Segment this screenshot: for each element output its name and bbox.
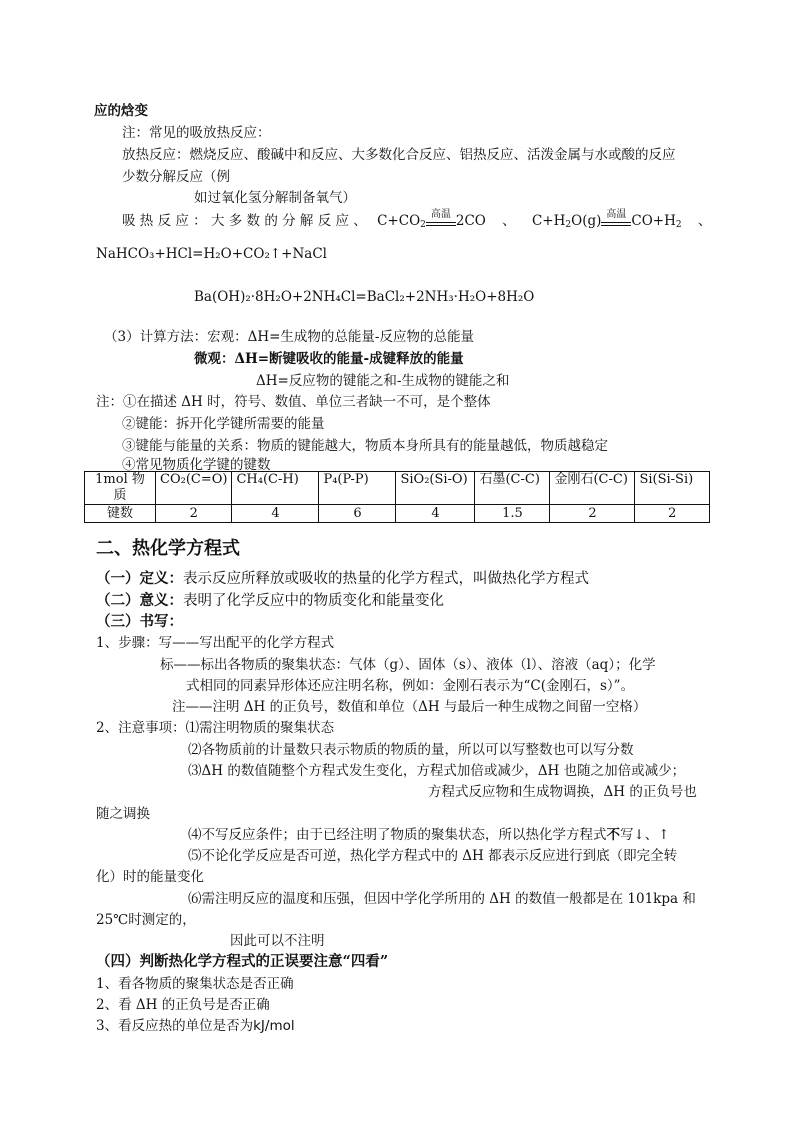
notes-item-5a: ⑸不论化学反应是否可逆，热化学方程式中的 ΔH 都表示反应进行到底（即完全转	[188, 848, 678, 864]
endothermic-line: 吸 热 反 应 ： 大 多 数 的 分 解 反 应 、 $C+CO_2$ 高温 2CO 、 $C+H_2O(g)$ 高温 $CO+H_2$ 、	[122, 209, 712, 230]
high-temperature-condition: 高温	[426, 211, 456, 229]
calc-method-macro: （3）计算方法：宏观：ΔH=生成物的总能量-反应物的总能量	[104, 329, 474, 345]
value-cell: 2	[635, 505, 710, 523]
notes-item-6b: 25℃时测定的，	[96, 912, 196, 928]
note-common-reactions: 注：常见的吸放热反应：	[122, 125, 271, 141]
notes-item-4: ⑷不写反应条件；由于已经注明了物质的聚集状态，所以热化学方程式不写↓、↑	[188, 827, 670, 843]
note-bond-energy: ②键能：拆开化学键所需要的能量	[122, 416, 325, 432]
exothermic-line-1: 放热反应：燃烧反应、酸碱中和反应、大多数化合反应、铝热反应、活泼金属与水或酸的反应	[122, 147, 676, 163]
equation-c-h2o: $C+H_2O(g)$ 高温 $CO+H_2$	[531, 209, 682, 230]
high-temperature-condition-2: 高温	[601, 211, 631, 229]
value-cell: 4	[232, 505, 319, 523]
note-bond-count: ④常见物质化学键的键数	[122, 457, 271, 473]
notes-item-3b: 方程式反应物和生成物调换，ΔH 的正负号也	[428, 784, 697, 800]
notes-item-2: ⑵各物质前的计量数只表示物质的物质的量，所以可以写整数也可以写分数	[188, 742, 634, 758]
meaning-line: （二）意义：表明了化学反应中的物质变化和能量变化	[96, 592, 444, 609]
header-cell: P₄(P-P)	[319, 472, 396, 505]
equation-nahco3: NaHCO₃+HCl=H₂O+CO₂↑+NaCl	[96, 246, 327, 262]
header-cell: SiO₂(Si-O)	[396, 472, 475, 505]
value-cell: 2	[550, 505, 635, 523]
step-mark-1: 标——标出各物质的聚集状态：气体（g）、固体（s）、液体（l）、溶液（aq）；化学	[160, 657, 656, 673]
judge-item-3: 3、看反应热的单位是否为kJ/mol	[96, 1018, 295, 1034]
header-cell: CO₂(C=O)	[156, 472, 232, 505]
section-heading-enthalpy: 应的焓变	[94, 103, 148, 119]
header-cell: 金刚石(C-C)	[550, 472, 635, 505]
value-cell: 4	[396, 505, 475, 523]
definition-line: （一）定义：表示反应所释放或吸收的热量的化学方程式，叫做热化学方程式	[96, 570, 589, 587]
judge-heading: （四）判断热化学方程式的正误要注意“四看”	[96, 953, 389, 970]
header-cell: CH₄(C-H)	[232, 472, 319, 505]
step-mark-2: 式相同的同素异形体还应注明名称，例如：金刚石表示为“C(金刚石，s）”。	[186, 678, 635, 694]
note-delta-h: 注：①在描述 ΔH 时，符号、数值、单位三者缺一不可，是个整体	[96, 394, 491, 410]
note-bond-stability: ③键能与能量的关系：物质的键能越大，物质本身所具有的能量越低，物质越稳定	[122, 438, 608, 454]
exothermic-line-3: 如过氧化氢分解制备氧气）	[194, 190, 356, 206]
step-write: 1、步骤：写——写出配平的化学方程式	[96, 635, 335, 651]
notes-item-3a: ⑶ΔH 的数值随整个方程式发生变化，方程式加倍或减少，ΔH 也随之加倍或减少；	[188, 763, 686, 779]
notes-item-3c: 随之调换	[96, 806, 150, 822]
header-cell: Si(Si-Si)	[635, 472, 710, 505]
header-cell: 石墨(C-C)	[475, 472, 550, 505]
judge-item-1: 1、看各物质的聚集状态是否正确	[96, 976, 294, 992]
table-row	[85, 505, 710, 523]
calc-method-micro: 微观：ΔH=断键吸收的能量-成键释放的能量	[194, 351, 464, 367]
endothermic-label: 吸 热 反 应 ： 大 多 数 的 分 解 反 应 、	[122, 213, 367, 229]
step-note: 注——注明 ΔH 的正负号，数值和单位（ΔH 与最后一种生成物之间留一空格）	[172, 699, 647, 715]
writing-heading: （三）书写：	[96, 613, 183, 630]
equation-baoh2: Ba(OH)₂·8H₂O+2NH₄Cl=BaCl₂+2NH₃·H₂O+8H₂O	[194, 289, 535, 305]
row-label-cell: 键数	[85, 505, 156, 523]
calc-method-bond-energy: ΔH=反应物的键能之和-生成物的键能之和	[256, 373, 510, 389]
notes-item-6c: 因此可以不注明	[230, 933, 325, 949]
notes-item-1: 2、注意事项：⑴需注明物质的聚集状态	[96, 720, 335, 736]
value-cell: 2	[156, 505, 232, 523]
judge-item-2: 2、看 ΔH 的正负号是否正确	[96, 997, 270, 1013]
notes-item-6a: ⑹需注明反应的温度和压强，但因中学化学所用的 ΔH 的数值一般都是在 101kpa 和	[188, 891, 696, 907]
notes-item-5b: 化）时的能量变化	[96, 869, 204, 885]
table-row	[85, 472, 710, 505]
value-cell: 6	[319, 505, 396, 523]
equation-c-co2: $C+CO_2$ 高温 2CO	[377, 209, 486, 230]
exothermic-line-2: 少数分解反应（例	[122, 169, 230, 185]
header-cell: 1mol 物质	[85, 472, 156, 505]
bond-count-table	[84, 471, 710, 523]
value-cell: 1.5	[475, 505, 550, 523]
section-title-thermochemical: 二、热化学方程式	[96, 538, 240, 559]
